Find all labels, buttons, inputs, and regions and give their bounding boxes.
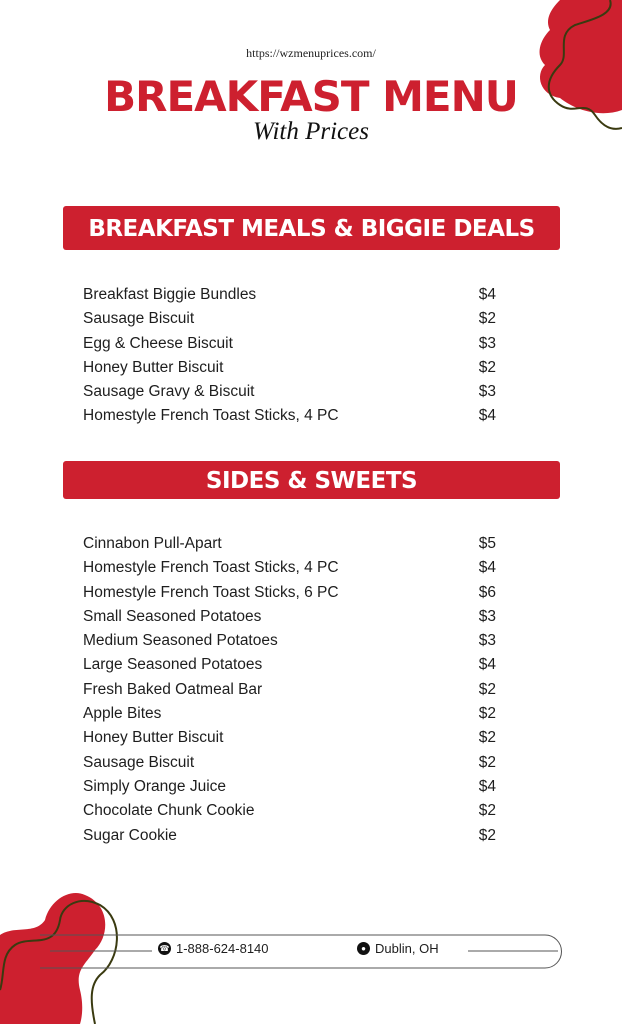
item-price: $2 [478,680,496,698]
menu-item [83,678,496,702]
menu-item [83,653,496,677]
item-price: $3 [478,607,496,625]
menu-item [83,775,496,799]
item-price: $4 [478,407,496,425]
menu-item [83,283,496,307]
menu-item [83,751,496,775]
item-price: $2 [478,802,496,820]
decorative-blob-bottom-left [0,880,130,1024]
item-price: $2 [478,826,496,844]
item-price: $6 [478,583,496,601]
page-subtitle: With Prices [253,118,369,145]
menu-item [83,380,496,404]
item-name: Sausage Biscuit [83,753,195,771]
website-url: https://wzmenuprices.com/ [246,46,376,60]
item-name: Egg & Cheese Biscuit [83,334,233,352]
item-name: Homestyle French Toast Sticks, 4 PC [83,559,339,577]
location-text: Dublin, OH [375,941,439,956]
menu-item [83,356,496,380]
menu-item [83,581,496,605]
page-title: BREAKFAST MENU [104,72,518,121]
phone-number: 1-888-624-8140 [176,941,269,956]
item-name: Sausage Gravy & Biscuit [83,383,255,401]
menu-list-breakfast-meals [83,283,496,429]
item-price: $3 [478,334,496,352]
item-name: Medium Seasoned Potatoes [83,632,278,650]
menu-item [83,307,496,331]
item-name: Small Seasoned Potatoes [83,607,262,625]
item-price: $3 [478,383,496,401]
item-price: $4 [478,559,496,577]
section-header-breakfast-meals: BREAKFAST MEALS & BIGGIE DEALS [63,206,560,250]
menu-item [83,629,496,653]
item-name: Cinnabon Pull-Apart [83,535,222,552]
menu-item [83,332,496,356]
item-name: Sugar Cookie [83,826,177,844]
footer-outline [0,930,622,974]
item-name: Simply Orange Juice [83,777,227,795]
item-name: Apple Bites [83,705,162,723]
item-name: Homestyle French Toast Sticks, 4 PC [83,407,339,425]
item-name: Honey Butter Biscuit [83,358,224,376]
item-price: $2 [478,729,496,747]
item-price: $3 [478,632,496,650]
menu-item [83,726,496,750]
item-price: $2 [478,310,496,328]
item-price: $4 [478,286,496,303]
item-price: $2 [478,705,496,723]
menu-item [83,799,496,823]
menu-item [83,556,496,580]
section-header-sides-sweets: SIDES & SWEETS [63,461,560,499]
item-price: $2 [478,358,496,376]
footer-phone [158,941,269,956]
item-price: $5 [478,535,496,552]
item-name: Honey Butter Biscuit [83,729,224,747]
menu-item [83,532,496,556]
menu-item [83,824,496,848]
item-name: Fresh Baked Oatmeal Bar [83,680,263,698]
menu-item [83,605,496,629]
item-name: Sausage Biscuit [83,310,195,328]
item-name: Breakfast Biggie Bundles [83,286,257,303]
phone-icon: ☎ [159,944,170,953]
item-name: Homestyle French Toast Sticks, 6 PC [83,583,339,601]
footer-location [357,941,439,956]
item-price: $4 [478,656,496,674]
menu-list-sides-sweets [83,532,496,848]
item-name: Large Seasoned Potatoes [83,656,263,674]
menu-item [83,404,496,428]
menu-item [83,702,496,726]
map-pin-icon: ● [357,942,370,955]
item-name: Chocolate Chunk Cookie [83,802,255,820]
item-price: $2 [478,753,496,771]
item-price: $4 [478,777,496,795]
